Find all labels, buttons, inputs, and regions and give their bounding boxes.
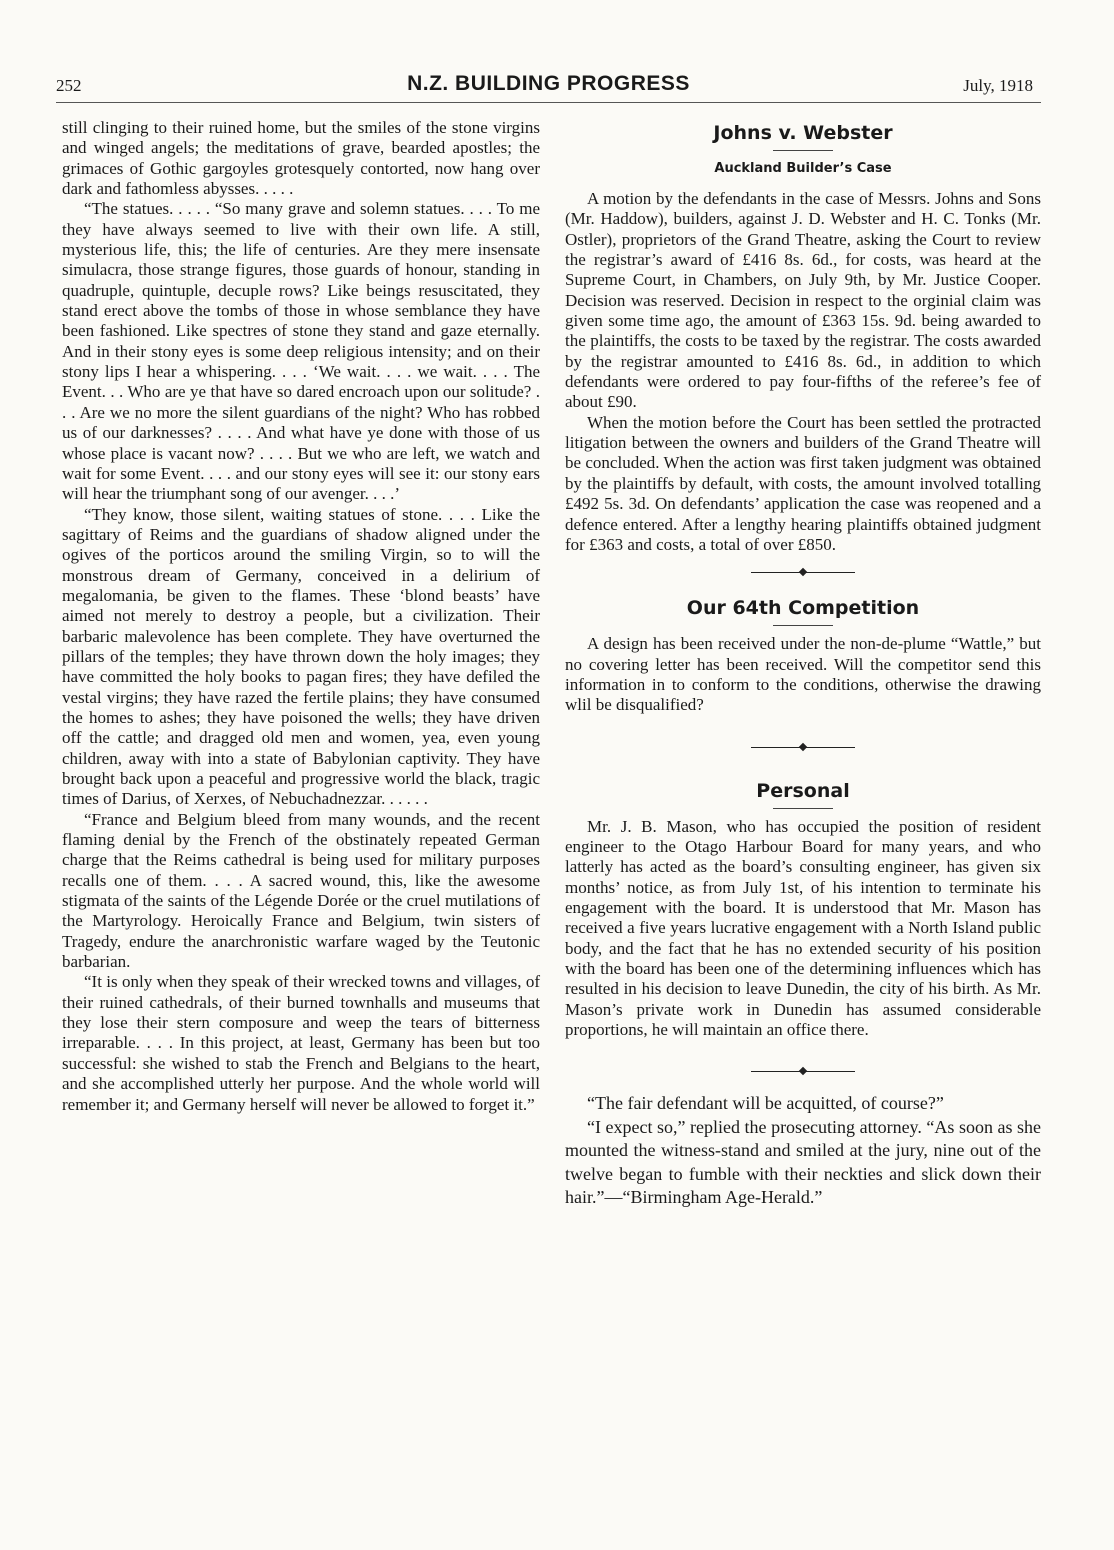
- section-divider-ornament: [751, 1066, 855, 1076]
- body-paragraph: “I expect so,” replied the prosecuting attorney. “As soon as she mounted the witness-stand and smiled at the jury, nine out of the twelve began to fumble with their neckties and slick down their hair.”—“Birmingham Age-Herald.”: [565, 1116, 1041, 1208]
- body-paragraph: “They know, those silent, waiting statues of stone. . . . Like the sagittary of Reims and the guardians of shadow aligned under the ogives of the porticos around the smiling Virgin, so to will the monstrous dream of Germany, conceived in a delirium of megalomania, be given to the flames. These ‘blond beasts’ have aimed not merely to destroy a people, but a civilization. Their barbaric malevolence has been complete. They have overturned the pillars of the temples; they have thrown down the holy images; they have committed the holy books to pagan fires; they have defiled the vestal virgins; they have razed the fertile plains; they have consumed the homes to ashes; they have poisoned the wells; they have driven off the cattle; and dragged old men and women, yea, even young children, away with into a state of Babylonian captivity. They have brought back upon a peaceful and progressive world the black, tragic times of Darius, of Xerxes, of Nebuchadnezzar. . . . . .: [62, 504, 540, 809]
- article-subtitle: Auckland Builder’s Case: [714, 161, 892, 176]
- body-paragraph: “The statues. . . . . “So many grave and solemn statues. . . . To me they have always seemed to live with their own life. A still, mysterious life, this; the life of centuries. Are they mere insensate simulacra, those strange figures, those guards of honour, standing in quadruple, quintuple, decuple rows? Like beings resuscitated, they stand erect above the tombs of those in whose semblance they have been fashioned. Like spectres of stone they stand and gaze eternally. And in their stony eyes is some deep religious intensity; and on their stony lips I hear a whispering. . . . ‘We wait. . . . we wait. . . . The Event. . . Who are ye that have so dared encroach upon our solitude? . . . Are we no more the silent guardians of the night? Who has robbed us of our darknesses? . . . . And what have ye done with those of us whose place is vacant now? . . . . But we who are left, we watch and wait for some Event. . . . and our stony eyes will see it: our stony ears will hear the triumphant song of our avenger. . . .’: [62, 199, 540, 504]
- title-rule: [773, 808, 833, 809]
- article-competition: [565, 595, 1041, 715]
- article-title: Personal: [756, 779, 850, 802]
- body-paragraph: “France and Belgium bleed from many wounds, and the recent flaming denial by the French of the obstinately repeated German charge that the Reims cathedral is being used for military purposes recalls one of them. . . . A sacred wound, this, like the awesome stigmata of the saints of the Légende Dorée or the cruel mutilations of the Martyrology. Heroically France and Belgium, twin sisters of Tragedy, endure the anarchronistic warfare waged by the Teutonic barbarian.: [62, 809, 540, 972]
- article-title: Johns v. Webster: [713, 122, 893, 144]
- body-paragraph: Mr. J. B. Mason, who has occupied the position of resident engineer to the Otago Harbour Board for many years, and who latterly has acted as the board’s consulting engineer, has given six months’ notice, as from July 1st, of his intention to terminate his engagement with the board. It is understood that Mr. Mason has received a five years lucrative engagement with a North Island public body, and the fact that he has no extended security of his position with the board has been one of the determining influences which has resulted in his decision to leave Dunedin, the city of his birth. As Mr. Mason’s private work in Dunedin has assumed considerable proportions, he will maintain an office there.: [565, 816, 1041, 1039]
- right-column: [565, 118, 1041, 1210]
- body-paragraph: A design has been received under the non-de-plume “Wattle,” but no covering letter has been received. Will the competitor send this information in to conform to the conditions, otherwise the drawing wlil be disqualified?: [565, 634, 1041, 715]
- body-paragraph: “The fair defendant will be acquitted, of course?”: [587, 1093, 944, 1114]
- page-number: 252: [56, 76, 82, 95]
- article-personal: [565, 778, 1041, 1041]
- body-paragraph: When the motion before the Court has been settled the protracted litigation between the owners and builders of the Grand Theatre will be concluded. When the action was first taken judgment was obtained by the plaintiffs by default, with costs, the amount involved totalling £492 5s. 3d. On defendants’ application the case was reopened and a defence entered. After a lengthy hearing plaintiffs obtained judgment for £363 and costs, a total of over £850.: [565, 412, 1041, 554]
- body-paragraph: A motion by the defendants in the case of Messrs. Johns and Sons (Mr. Haddow), builders, against J. D. Webster and H. C. Tonks (Mr. Ostler), proprietors of the Grand Theatre, asking the Court to review the registrar’s award of £416 8s. 6d., for costs, was heard at the Supreme Court, in Chambers, on July 9th, by Mr. Justice Cooper. Decision was reserved. Decision in respect to the orginial claim was given some time ago, the amount of £363 15s. 9d. being awarded to the plaintiffs, the costs to be taxed by the registrar. The costs awarded by the registrar amounted to £416 8s. 6d., in addition to which defendants were ordered to pay four-fifths of the referee’s fee of about £90.: [565, 189, 1041, 412]
- publication-title: N.Z. BUILDING PROGRESS: [407, 72, 690, 95]
- title-rule: [773, 150, 833, 151]
- issue-date: July, 1918: [963, 76, 1033, 95]
- article-joke: [565, 1092, 1041, 1210]
- left-column: [62, 118, 540, 1115]
- article-title: Our 64th Competition: [686, 597, 920, 620]
- section-divider-ornament: [751, 567, 855, 577]
- article-johns-v-webster: [565, 120, 1041, 555]
- page-header: [56, 72, 1041, 103]
- section-divider-ornament: [751, 742, 855, 752]
- body-paragraph: “It is only when they speak of their wrecked towns and villages, of their ruined cathedrals, of their burned townhalls and museums that they lose their stern composure and weep the tears of bitterness irreparable. . . . In this project, at least, Germany has been but too successful: she wished to stab the French and Belgians to the heart, and she accomplished utterly her purpose. And the whole world will remember it; and Germany herself will never be allowed to forget it.”: [62, 972, 540, 1114]
- body-paragraph: still clinging to their ruined home, but the smiles of the stone virgins and winged angels; the meditations of grave, bearded apostles; the grimaces of Gothic gargoyles grotesquely contorted, now hang over dark and fathomless abysses. . . . .: [62, 118, 540, 199]
- title-rule: [773, 625, 833, 626]
